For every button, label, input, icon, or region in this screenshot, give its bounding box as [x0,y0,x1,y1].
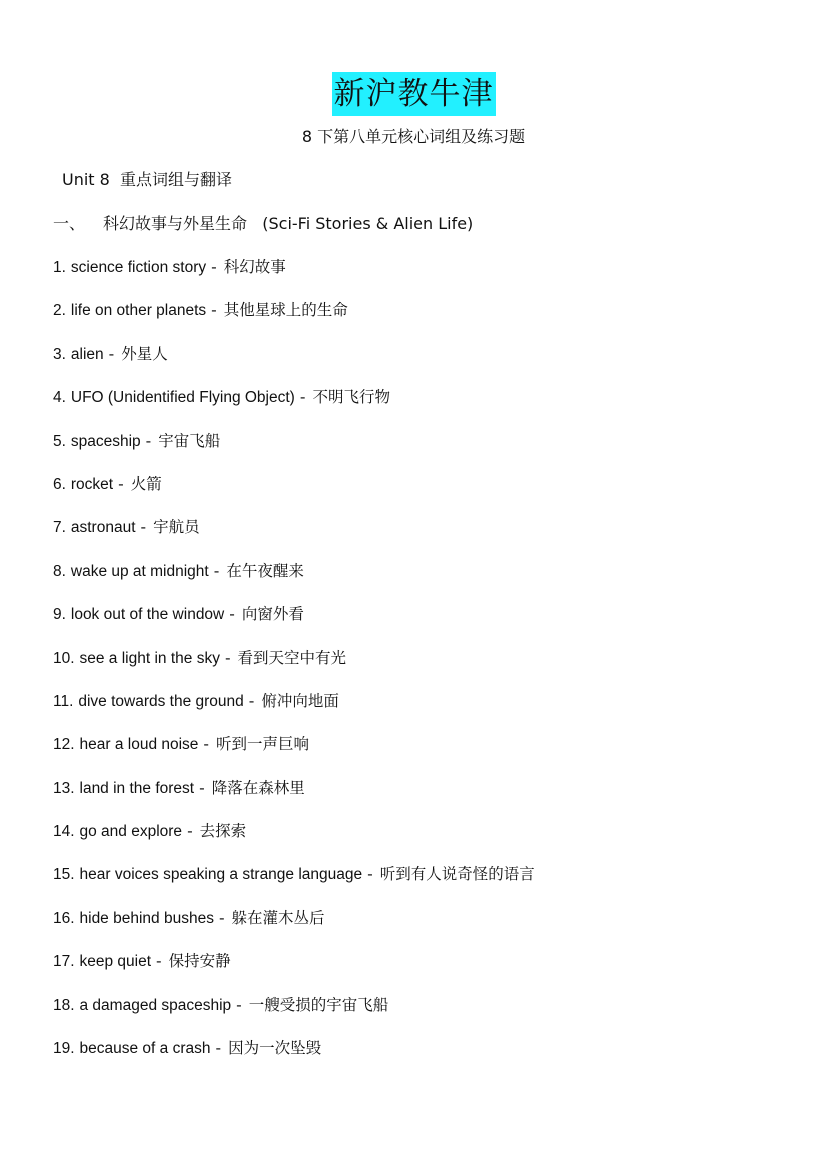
item-number: 13. [53,779,75,797]
item-separator: - [199,778,205,797]
item-english: because of a crash [79,1040,211,1058]
item-english: spaceship [70,432,141,450]
item-english: hear voices speaking a strange language [79,866,363,884]
item-english: go and explore [79,823,183,841]
item-separator: - [145,431,152,450]
item-english: keep quiet [79,953,152,971]
item-english: dive towards the ground [78,692,244,710]
item-chinese: 火箭 [130,474,162,493]
item-chinese: 不明飞行物 [312,388,390,407]
item-chinese: 躲在灌木丛后 [231,908,325,927]
document-subtitle: 8 下第八单元核心词组及练习题 [301,127,526,146]
list-item [53,733,535,776]
item-number: 19. [53,1040,75,1058]
item-chinese: 一艘受损的宇宙飞船 [248,995,389,1014]
item-number: 16. [53,909,75,927]
item-chinese: 降落在森林里 [211,778,305,797]
item-number: 2. [53,302,66,320]
item-chinese: 在午夜醒来 [226,561,304,580]
item-chinese: 俯冲向地面 [261,691,339,710]
item-separator: - [118,474,124,493]
list-item [53,820,535,863]
section-heading [53,213,473,235]
list-item [53,994,535,1037]
list-item [53,647,535,690]
list-item [53,430,535,473]
item-number: 18. [53,996,75,1014]
item-chinese: 听到有人说奇怪的语言 [379,865,535,884]
item-english: rocket [70,475,114,493]
item-chinese: 看到天空中有光 [237,648,347,667]
item-english: hide behind bushes [79,909,214,927]
item-number: 10. [53,649,75,667]
list-item [53,560,535,603]
item-number: 8. [53,562,66,580]
item-separator: - [236,995,242,1014]
item-english: alien [70,345,104,363]
list-item [53,777,535,820]
item-number: 1. [53,259,66,276]
item-separator: - [156,952,162,971]
item-number: 5. [53,432,66,450]
item-number: 3. [53,345,66,363]
item-chinese: 保持安静 [168,952,231,971]
item-separator: - [229,605,235,624]
item-number: 15. [53,866,75,884]
section-number: 一、 [53,214,86,233]
item-separator: - [187,822,193,841]
document-title: 新沪教牛津 [332,72,496,116]
item-number: 11. [53,692,74,710]
phrase-list [53,256,535,1080]
item-separator: - [213,561,220,580]
item-separator: - [367,865,373,884]
item-english: land in the forest [79,779,195,797]
item-chinese: 去探索 [199,822,247,841]
list-item [53,386,535,429]
item-chinese: 其他星球上的生命 [223,301,348,320]
item-chinese: 外星人 [121,344,168,363]
list-item [53,1037,535,1080]
item-number: 6. [53,475,66,493]
item-chinese: 因为一次坠毁 [228,1039,322,1058]
item-separator: - [215,1039,222,1058]
item-chinese: 向窗外看 [241,605,304,624]
item-separator: - [299,388,306,407]
list-item [53,299,535,342]
list-item [53,690,535,733]
item-number: 14. [53,823,75,841]
item-separator: - [224,648,231,667]
item-english: astronaut [70,519,136,537]
item-english: life on other planets [70,302,207,320]
item-english: UFO (Unidentified Flying Object) [70,389,295,407]
item-chinese: 宇航员 [153,518,200,537]
section-title: 科幻故事与外星生命 (Sci-Fi Stories & Alien Life) [103,214,474,233]
list-item [53,907,535,950]
unit-heading: Unit 8 重点词组与翻译 [62,170,233,189]
item-english: look out of the window [70,606,225,624]
item-separator: - [211,258,217,276]
item-number: 12. [53,736,75,754]
item-chinese: 宇宙飞船 [158,431,221,450]
item-separator: - [140,518,147,537]
item-number: 9. [53,606,66,624]
item-number: 7. [53,519,66,537]
list-item [53,473,535,516]
list-item [53,950,535,993]
item-english: hear a loud noise [79,736,199,754]
item-chinese: 科幻故事 [223,258,286,276]
item-chinese: 听到一声巨响 [216,735,310,754]
item-separator: - [218,908,225,927]
item-number: 4. [53,389,66,407]
item-english: science fiction story [70,259,207,276]
list-item [53,863,535,906]
item-english: a damaged spaceship [79,996,232,1014]
list-item [53,516,535,559]
list-item [53,343,535,386]
list-item [53,603,535,646]
item-separator: - [211,301,217,320]
item-separator: - [108,344,115,363]
item-english: wake up at midnight [70,562,209,580]
title-wrapper [0,72,827,116]
list-item [53,256,535,299]
item-english: see a light in the sky [79,649,220,667]
item-number: 17. [53,953,75,971]
item-separator: - [203,735,210,754]
item-separator: - [248,691,255,710]
